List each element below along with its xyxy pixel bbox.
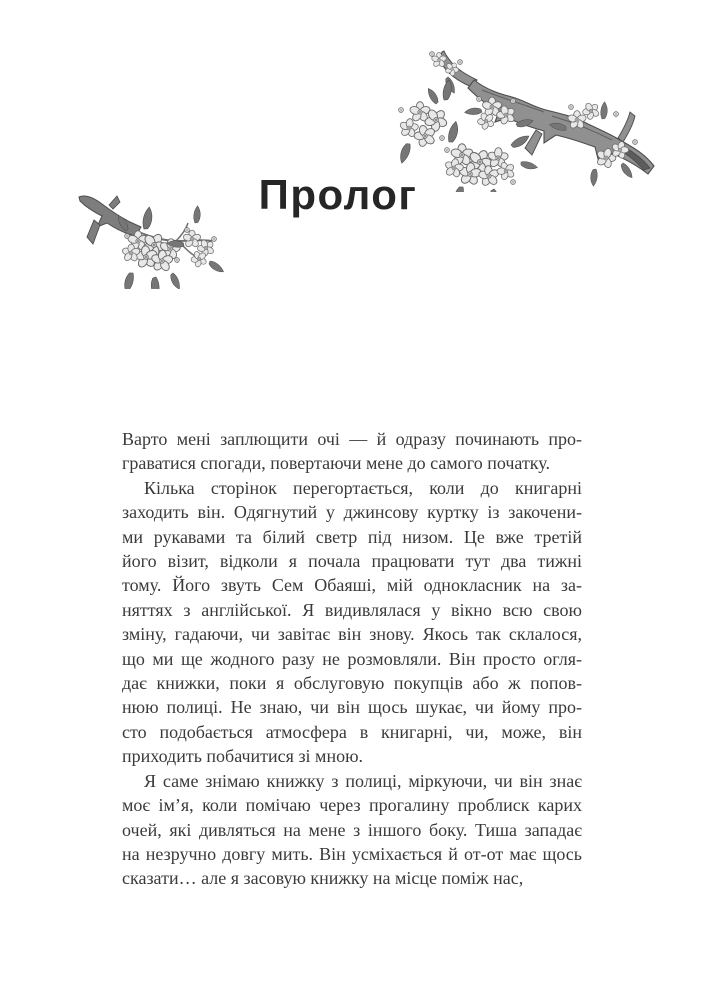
cherry-blossom-branch-illustration-left <box>76 189 226 289</box>
text-line: тому. Його звуть Сем Обаяші, мій однокласник на за- <box>122 575 582 596</box>
text-line: що ми ще жодного разу не розмовляли. Він просто огля- <box>122 648 582 669</box>
body-text <box>122 427 582 891</box>
text-line: Я саме знімаю книжку з полиці, міркуючи, чи він знає <box>144 770 582 791</box>
chapter-title: Пролог <box>258 171 418 218</box>
text-line: нюю полиці. Не знаю, чи він щось шукає, чи йому про- <box>122 697 582 718</box>
text-line: ми рукавами та білий светр під низом. Це вже третій <box>122 526 582 547</box>
text-line: зміну, гадаючи, чи завітає він знову. Якось так склалося, <box>122 624 582 645</box>
text-line: сказати… але я засовую книжку на місце поміж нас, <box>122 868 524 889</box>
text-line: його візит, відколи я почала працювати тут два тижні <box>122 551 582 572</box>
text-line: дає книжки, поки я обслуговую покупців або ж попов- <box>122 673 582 694</box>
text-line: очей, які дивляться на мене з іншого боку. Тиша западає <box>122 819 582 840</box>
text-line: заходить він. Одягнутий у джинсову куртку із закочени- <box>122 502 582 523</box>
text-line: моє ім’я, коли помічаю через прогалину проблиск карих <box>122 795 582 816</box>
text-line: няттях з англійської. Я видивлялася у вікно всю свою <box>122 599 582 620</box>
text-line: Варто мені заплющити очі — й одразу починають про- <box>122 429 582 449</box>
text-line: Кілька сторінок перегортається, коли до книгарні <box>144 477 582 498</box>
cherry-blossom-branch-illustration-top-right <box>392 50 664 192</box>
text-line: граватися спогади, повертаючи мене до самого початку. <box>122 453 550 474</box>
text-line: сто подобається атмосфера в книгарні, чи, може, він <box>122 721 582 742</box>
text-line: приходить побачитися зі мною. <box>122 746 364 767</box>
text-line: на незручно довгу мить. Він усміхається й от-от має щось <box>122 843 582 864</box>
